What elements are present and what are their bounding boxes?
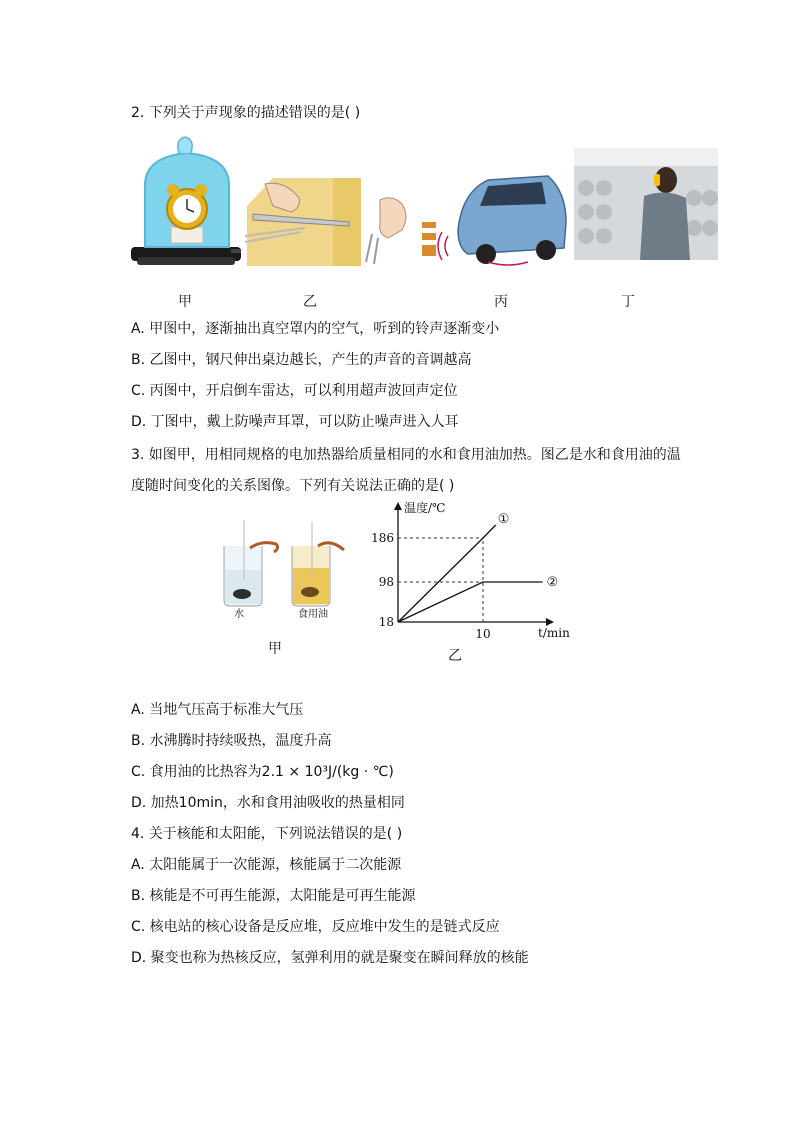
q4-option-a: A. 太阳能属于一次能源，核能属于二次能源 — [131, 857, 402, 873]
q2-caption-bing: 丙 — [494, 294, 508, 310]
y-tick-label-2: 186 — [371, 531, 394, 545]
x-axis-arrow — [546, 618, 554, 626]
y-axis-arrow — [394, 502, 402, 510]
y-tick-label-0: 18 — [378, 615, 394, 629]
q4-option-c: C. 核电站的核心设备是反应堆，反应堆中发生的是链式反应 — [131, 919, 500, 935]
q2-stem: 2. 下列关于声现象的描述错误的是( ) — [131, 105, 361, 121]
series-label-1: ① — [497, 512, 510, 527]
y-tick-label-1: 98 — [378, 575, 394, 589]
ruler-table-figure — [245, 176, 363, 268]
q2-option-d: D. 丁图中，戴上防噪声耳罩，可以防止噪声进入人耳 — [131, 414, 459, 430]
q3-stem-line2: 度随时间变化的关系图像。下列有关说法正确的是( ) — [131, 478, 455, 494]
bell-jar-figure — [131, 135, 243, 275]
q3-stem-line1: 3. 如图甲，用相同规格的电加热器给质量相同的水和食用油加热。图乙是水和食用油的温 — [131, 447, 681, 463]
q3-caption-jia: 甲 — [268, 641, 282, 657]
y-axis-label: 温度/℃ — [404, 501, 446, 515]
label-water: 水 — [234, 609, 244, 620]
x-tick-label-0: 10 — [475, 627, 491, 641]
q3-option-c: C. 食用油的比热容为2.1 × 10³J/(kg · ℃) — [131, 764, 394, 780]
q4-stem: 4. 关于核能和太阳能，下列说法错误的是( ) — [131, 826, 403, 842]
series-line-2 — [398, 582, 543, 622]
q2-caption-yi: 乙 — [303, 294, 317, 310]
series-line-1 — [398, 525, 496, 622]
q4-option-b: B. 核能是不可再生能源，太阳能是可再生能源 — [131, 888, 416, 904]
factory-worker-figure — [574, 148, 718, 260]
q2-option-c: C. 丙图中，开启倒车雷达，可以利用超声波回声定位 — [131, 383, 458, 399]
temperature-time-chart — [360, 496, 590, 646]
x-axis-label: t/min — [538, 626, 570, 640]
beakers-figure — [216, 520, 356, 620]
car-radar-figure — [418, 172, 568, 267]
q3-caption-yi: 乙 — [448, 648, 462, 664]
series-label-2: ② — [546, 575, 559, 590]
q3-option-d: D. 加热10min，水和食用油吸收的热量相同 — [131, 795, 405, 811]
label-oil: 食用油 — [298, 609, 328, 620]
q4-option-d: D. 聚变也称为热核反应，氢弹利用的就是聚变在瞬间释放的核能 — [131, 950, 529, 966]
q2-caption-jia: 甲 — [178, 294, 192, 310]
hand-figure — [362, 194, 412, 266]
q2-caption-ding: 丁 — [621, 294, 635, 310]
q3-option-a: A. 当地气压高于标准大气压 — [131, 702, 304, 718]
q3-option-b: B. 水沸腾时持续吸热，温度升高 — [131, 733, 332, 749]
q2-option-b: B. 乙图中，钢尺伸出桌边越长，产生的声音的音调越高 — [131, 352, 472, 368]
q2-option-a: A. 甲图中，逐渐抽出真空罩内的空气，听到的铃声逐渐变小 — [131, 321, 500, 337]
